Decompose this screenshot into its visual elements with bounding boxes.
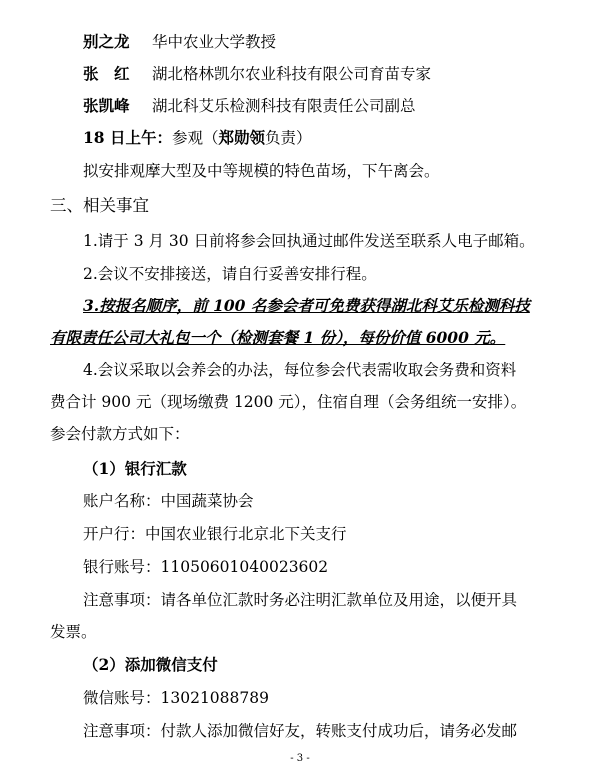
bank-note-line-1: 注意事项：请各单位汇款时务必注明汇款单位及用途，以便开具 <box>83 591 518 609</box>
visit-heading-text: 参观（ <box>171 129 219 147</box>
item-4-line-1: 4.会议采取以会养会的办法，每位参会代表需收取会务费和资料 <box>83 361 517 379</box>
item-4-line-3: 参会付款方式如下： <box>50 425 190 443</box>
section-title: 三、相关事宜 <box>50 196 149 215</box>
item-2: 2.会议不安排接送，请自行妥善安排行程。 <box>83 265 377 283</box>
bank-note-line-2: 发票。 <box>50 623 97 641</box>
visit-text: 拟安排观摩大型及中等规模的特色苗场，下午离会。 <box>83 162 440 180</box>
account-number: 银行账号：11050601040023602 <box>83 558 329 576</box>
wechat-note-line-1: 注意事项：付款人添加微信好友，转账支付成功后，请务必发邮 <box>83 722 518 740</box>
wechat-title: （2）添加微信支付 <box>83 655 218 674</box>
bank-branch: 开户行：中国农业银行北京北下关支行 <box>83 525 347 543</box>
person-desc: 湖北格林凯尔农业科技有限公司育苗专家 <box>152 65 432 83</box>
person-name: 张 红 <box>83 64 130 83</box>
visit-heading-name: 郑勋领 <box>218 128 265 147</box>
bank-title: （1）银行汇款 <box>83 459 187 478</box>
item-3-line-1: 3.按报名顺序，前 100 名参会者可免费获得湖北科艾乐检测科技 <box>83 296 530 315</box>
item-3-line-2: 有限责任公司大礼包一个（检测套餐 1 份），每份价值 6000 元。 <box>50 328 506 347</box>
item-4-line-2: 费合计 900 元（现场缴费 1200 元），住宿自理（会务组统一安排）。 <box>50 393 527 411</box>
page-number: - 3 - <box>290 753 310 764</box>
wechat-account: 微信账号：13021088789 <box>83 689 269 707</box>
visit-heading-time: 18 日上午： <box>83 128 172 147</box>
person-name: 张凯峰 <box>83 96 130 115</box>
item-1: 1.请于 3 月 30 日前将参会回执通过邮件发送至联系人电子邮箱。 <box>83 232 535 250</box>
person-desc: 华中农业大学教授 <box>152 33 277 51</box>
visit-heading <box>83 128 312 148</box>
person-desc: 湖北科艾乐检测科技有限责任公司副总 <box>152 97 416 115</box>
account-name: 账户名称：中国蔬菜协会 <box>83 492 254 510</box>
visit-heading-end: 负责） <box>265 129 312 147</box>
person-name: 别之龙 <box>83 32 130 51</box>
